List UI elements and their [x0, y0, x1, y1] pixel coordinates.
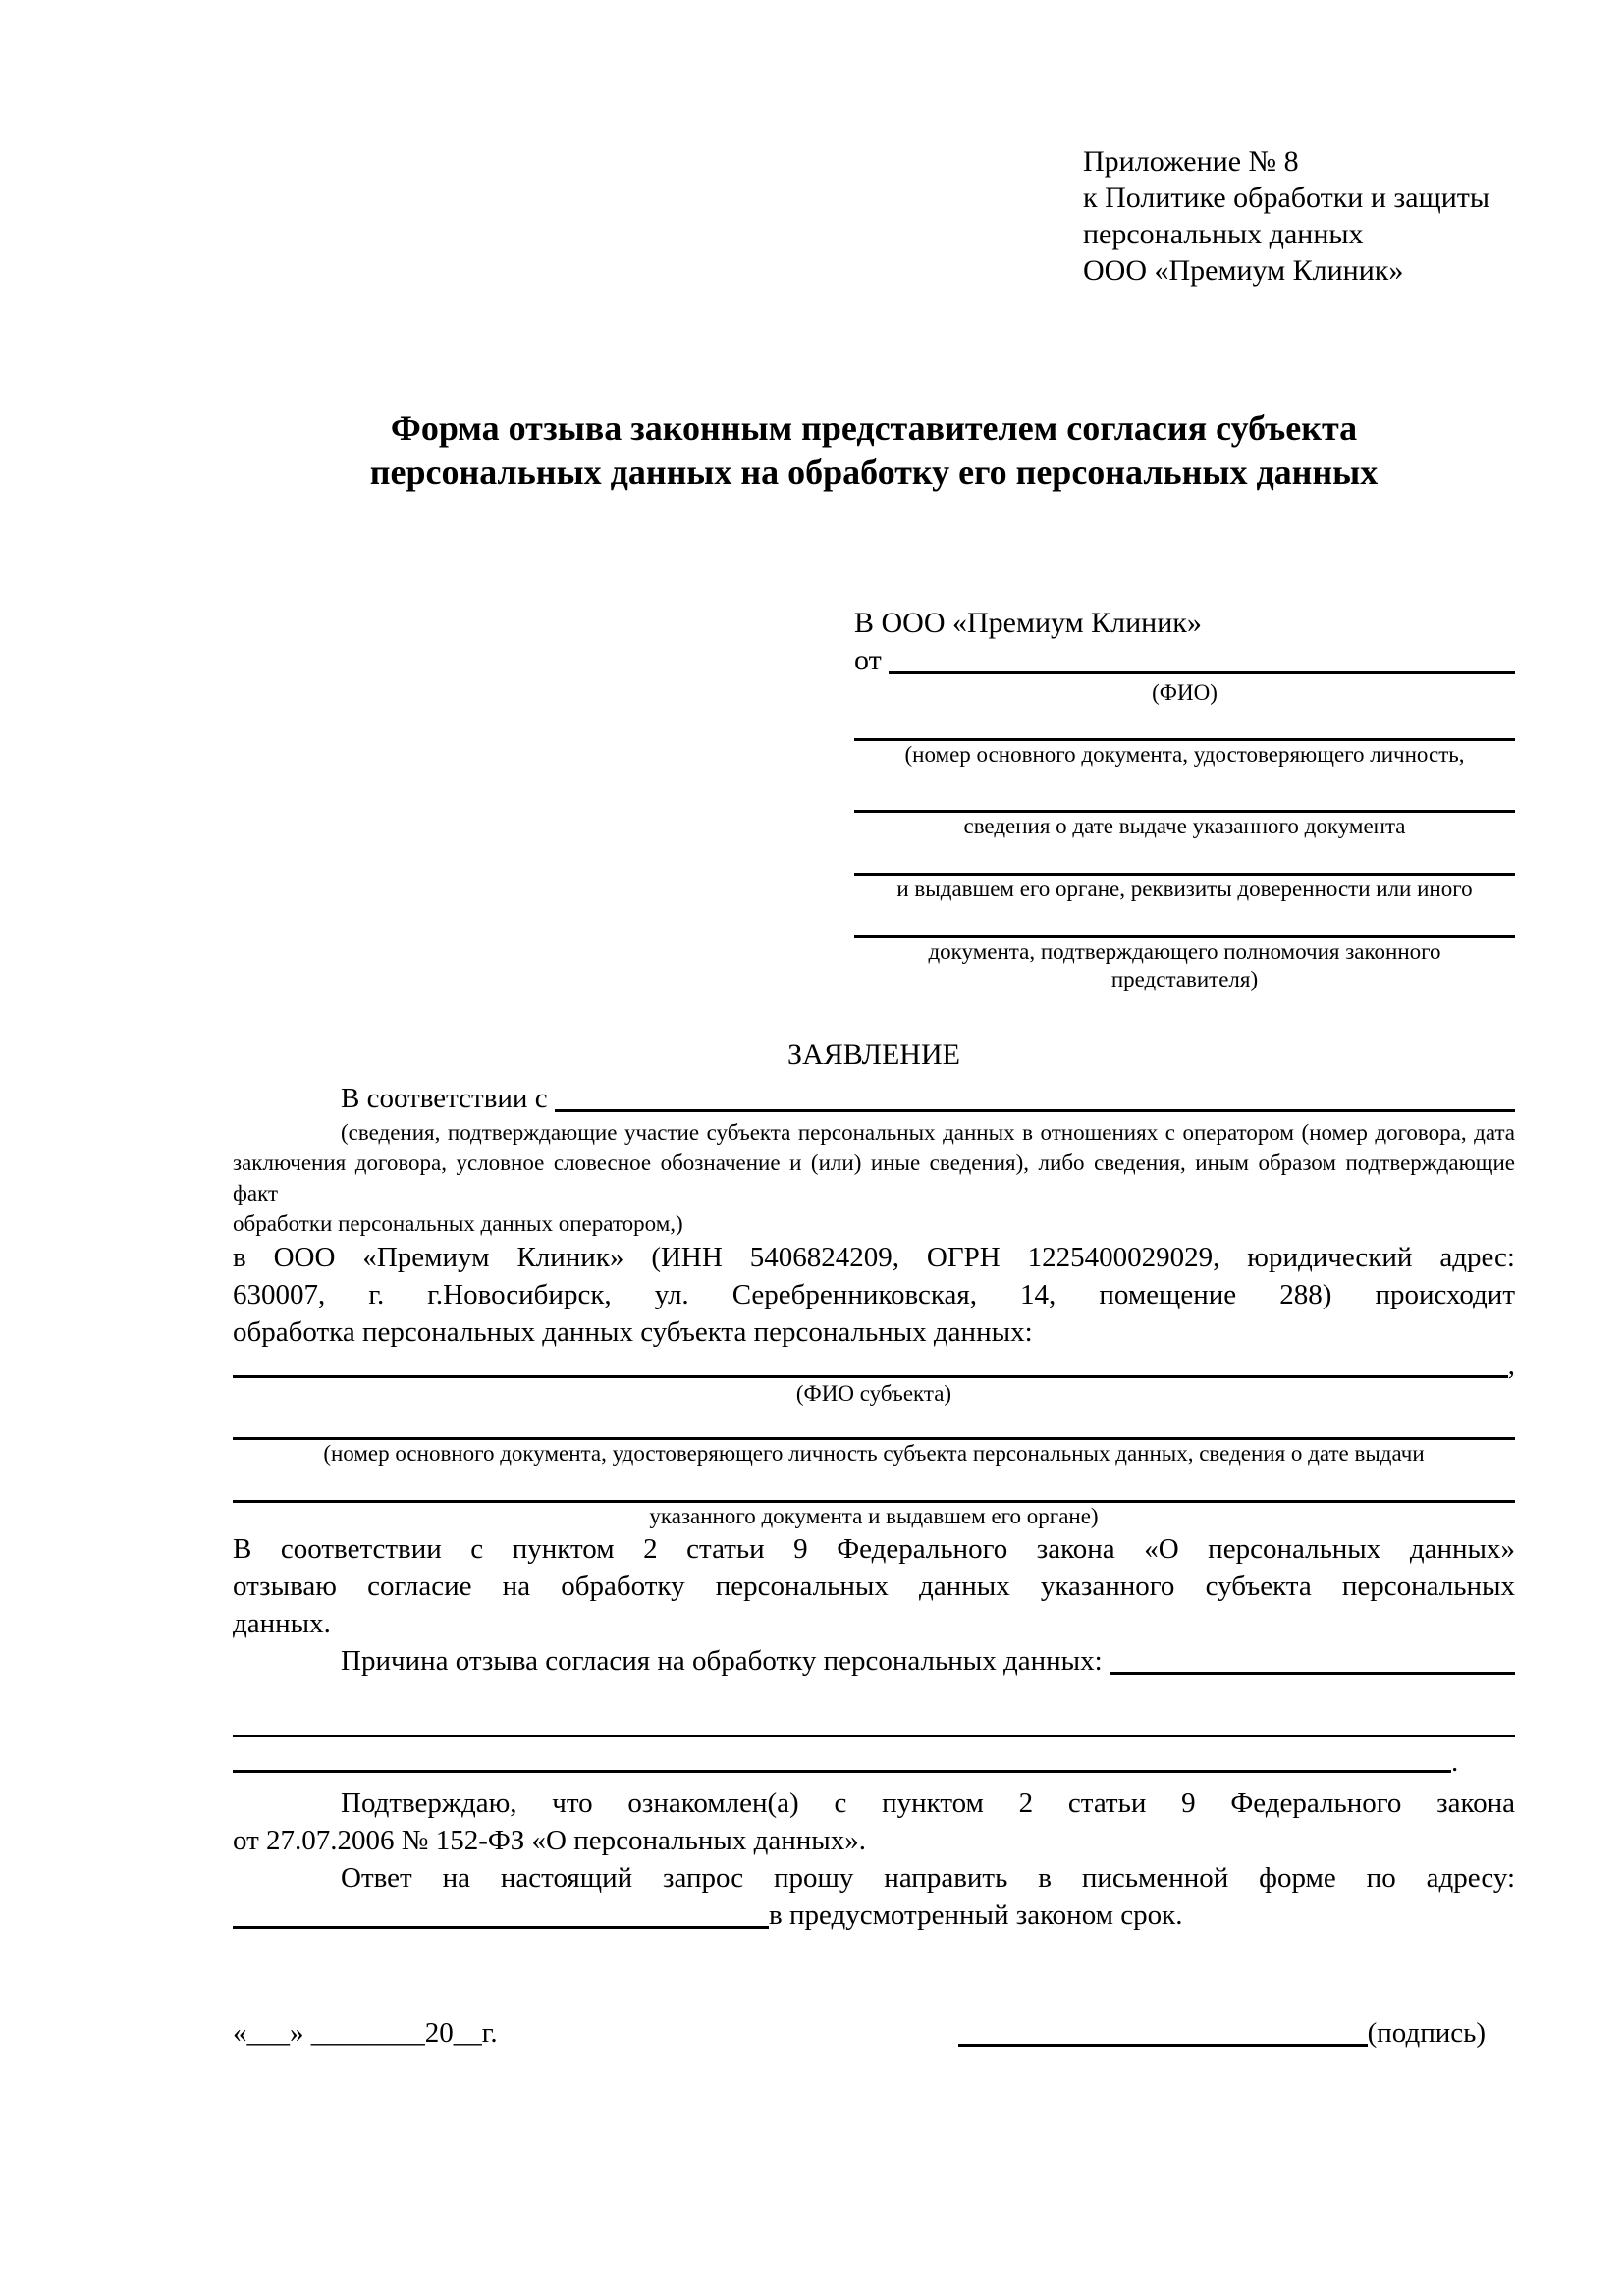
subject-fio-line-comma: , — [1507, 1350, 1515, 1381]
response-address-row — [233, 1896, 1515, 1934]
addressee-block — [854, 605, 1515, 993]
subject-doc-caption: указанного документа и выдавшем его органе) — [649, 1504, 1099, 1528]
representative-doc-caption: документа, подтверждающего полномочия законного представителя) — [928, 939, 1441, 991]
accordance-label: В соответствии с — [341, 1083, 555, 1114]
basis-caption — [233, 1117, 1515, 1239]
confirmation-line: Подтверждаю, что ознакомлен(а) с пунктом 2 статьи 9 Федерального закона — [341, 1788, 1515, 1819]
reason-extra-row — [233, 1746, 1515, 1778]
appendix-note-line: Приложение № 8 — [1083, 145, 1299, 178]
subject-fio-row — [233, 1351, 1515, 1380]
address-field-line — [233, 1896, 769, 1929]
reason-row — [233, 1642, 1515, 1680]
operator-info-paragraph — [233, 1239, 1515, 1351]
document-title-line: Форма отзыва законным представителем согласия субъекта — [390, 408, 1358, 448]
footer-spacer — [498, 2014, 958, 2052]
reason-extra-field-line — [233, 1749, 1451, 1773]
subject-doc-field-line — [233, 1468, 1515, 1503]
basis-caption-line: обработки персональных данных оператором,) — [233, 1211, 683, 1236]
accordance-row — [233, 1080, 1515, 1117]
document-title-line: персональных данных на обработку его персональных данных — [369, 453, 1379, 492]
reason-line-period: . — [1451, 1746, 1459, 1778]
subject-doc-caption: (номер основного документа, удостоверяющего личность субъекта персональных данных, сведения о дате выдачи — [323, 1441, 1425, 1466]
reason-label: Причина отзыва согласия на обработку персональных данных: — [341, 1645, 1110, 1677]
representative-doc-caption: (номер основного документа, удостоверяющего личность, — [904, 742, 1465, 767]
appendix-note-line: ООО «Премиум Клиник» — [1083, 254, 1404, 287]
fio-caption: (ФИО) — [1152, 680, 1218, 705]
date-placeholder: «___» ________20__г. — [233, 2017, 498, 2049]
addressee-organization: В ООО «Премиум Клиник» — [854, 607, 1202, 639]
reason-extra-field-line — [233, 1723, 1515, 1737]
representative-doc-field-line — [854, 769, 1515, 813]
from-label: от — [854, 644, 890, 676]
reason-field-line — [1110, 1642, 1515, 1675]
withdrawal-line: В соответствии с пунктом 2 статьи 9 Федерального закона «О персональных данных» — [233, 1533, 1515, 1565]
from-row — [854, 642, 1515, 679]
statement-heading: ЗАЯВЛЕНИЕ — [787, 1039, 960, 1071]
basis-caption-line: (сведения, подтверждающие участие субъекта персональных данных в отношениях с оператором (номер договора, дата — [341, 1120, 1515, 1145]
representative-doc-caption: сведения о дате выдаче указанного документа — [963, 814, 1406, 838]
operator-info-line: 630007, г. г.Новосибирск, ул. Серебренниковская, 14, помещение 288) происходит — [233, 1279, 1515, 1310]
signature-field-line — [958, 2014, 1368, 2047]
operator-info-line: обработка персональных данных субъекта персональных данных: — [233, 1316, 1033, 1348]
date-signature-row — [233, 2014, 1515, 2052]
appendix-note-line: персональных данных — [1083, 218, 1364, 250]
document-title — [233, 406, 1515, 495]
subject-fio-field-line — [233, 1351, 1508, 1378]
confirmation-paragraph — [233, 1785, 1515, 1859]
fio-field-line — [889, 642, 1515, 674]
operator-info-line: в ООО «Премиум Клиник» (ИНН 5406824209, ОГРН 1225400029029, юридический адрес: — [233, 1242, 1515, 1273]
withdrawal-paragraph — [233, 1530, 1515, 1642]
response-request-line: Ответ на настоящий запрос прошу направить в письменной форме по адресу: — [341, 1862, 1515, 1894]
signature-caption: (подпись) — [1367, 2017, 1486, 2049]
appendix-note — [1083, 143, 1515, 289]
subject-fio-caption: (ФИО субъекта) — [795, 1381, 952, 1406]
representative-doc-field-line — [854, 711, 1515, 741]
representative-doc-field-line — [854, 903, 1515, 938]
appendix-note-line: к Политике обработки и защиты — [1083, 182, 1490, 214]
representative-doc-caption: и выдавшем его органе, реквизиты доверенности или иного — [896, 877, 1473, 901]
withdrawal-line: данных. — [233, 1608, 331, 1639]
basis-caption-line: заключения договора, условное словесное обозначение и (или) иные сведения), либо сведения, иным образом подтверждающие факт — [233, 1150, 1515, 1205]
subject-doc-field-line — [233, 1408, 1515, 1440]
response-term-text: в предусмотренный законом срок. — [769, 1899, 1183, 1931]
representative-doc-field-line — [854, 840, 1515, 876]
confirmation-line: от 27.07.2006 № 152-ФЗ «О персональных данных». — [233, 1825, 867, 1856]
withdrawal-line: отзываю согласие на обработку персональных данных указанного субъекта персональных — [233, 1571, 1515, 1602]
accordance-field-line — [555, 1080, 1515, 1112]
